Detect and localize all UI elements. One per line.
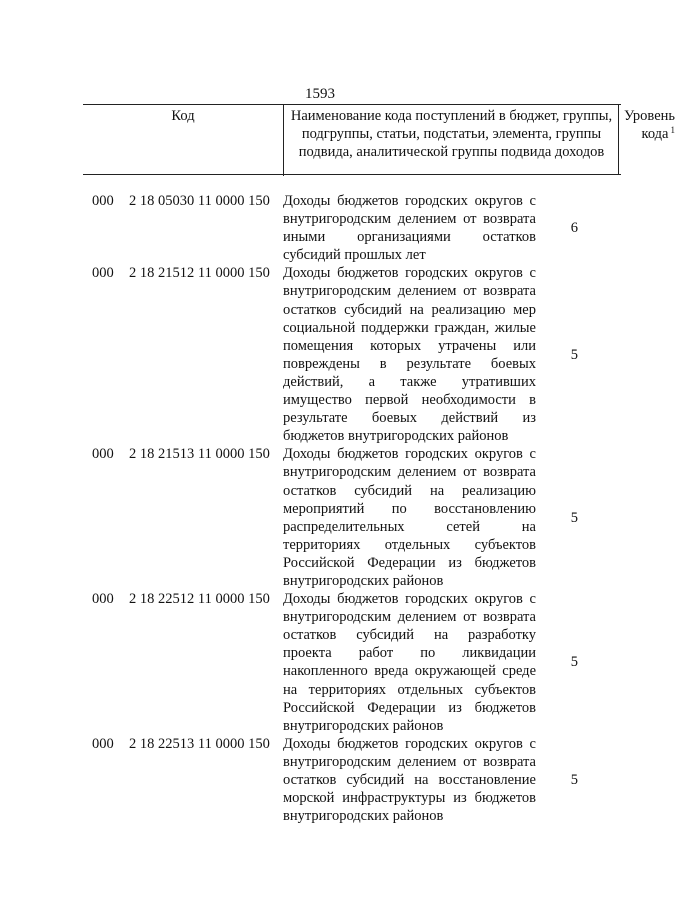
- header-level-footnote: 1: [670, 125, 675, 136]
- page-number: 1593: [305, 86, 335, 102]
- code-level: 5: [570, 654, 578, 671]
- table-header: [83, 104, 675, 175]
- code-level: 5: [570, 772, 578, 788]
- income-description: Доходы бюджетов городских округов с внутригородским делением от возврата остатков субсидий на восстановление морской инфраструктуры из бюджетов внутригородских районов: [283, 735, 536, 825]
- income-description: Доходы бюджетов городских округов с внутригородским делением от возврата иными организациями остатков субсидий прошлых лет: [283, 193, 536, 264]
- admin-code: 000: [92, 591, 114, 608]
- admin-code: 000: [92, 193, 114, 209]
- income-code-table: [92, 192, 592, 825]
- header-level: [618, 105, 678, 174]
- code-level: 5: [570, 509, 578, 526]
- income-description: Доходы бюджетов городских округов с внутригородским делением от возврата остатков субсидий на реализацию мероприятий по восстановлению распределительных сетей на территориях отдельных субъектов Российской Федерации из бюджетов внутригородских районов: [283, 446, 536, 589]
- code-level: 6: [570, 220, 578, 237]
- income-code: 2 18 05030 11 0000 150: [129, 193, 270, 209]
- income-description: Доходы бюджетов городских округов с внутригородским делением от возврата остатков субсидий на разработку проекта работ по ликвидации накопленного вреда окружающей среде на территориях отдельных субъектов Российской Федерации из бюджетов внутригородских районов: [283, 591, 536, 734]
- header-code: Код: [171, 108, 195, 124]
- table-row: [92, 735, 592, 825]
- admin-code: 000: [92, 735, 114, 752]
- income-code: 2 18 21512 11 0000 150: [129, 265, 270, 282]
- income-code: 2 18 22513 11 0000 150: [129, 735, 270, 752]
- header-level-label: Уровень кода: [623, 108, 675, 143]
- income-description: Доходы бюджетов городских округов с внутригородским делением от возврата остатков субсидий на реализацию мер социальной поддержки граждан, жилые помещения которых утрачены или повреждены в результате боевых действий, а также утративших имущество первой необходимости в результате боевых действий из бюджетов внутригородских районов: [283, 265, 536, 445]
- admin-code: 000: [92, 446, 114, 463]
- table-row: [92, 590, 592, 735]
- income-code: 2 18 21513 11 0000 150: [129, 446, 270, 463]
- header-name: Наименование кода поступлений в бюджет, группы, подгруппы, статьи, подстатьи, элемента, группы подвида, аналитической группы подвида доходов: [283, 105, 619, 176]
- table-row: [92, 264, 592, 445]
- admin-code: 000: [92, 265, 114, 282]
- table-row: [92, 192, 592, 264]
- table-row: [92, 445, 592, 590]
- income-code: 2 18 22512 11 0000 150: [129, 591, 270, 608]
- code-level: 5: [570, 346, 578, 363]
